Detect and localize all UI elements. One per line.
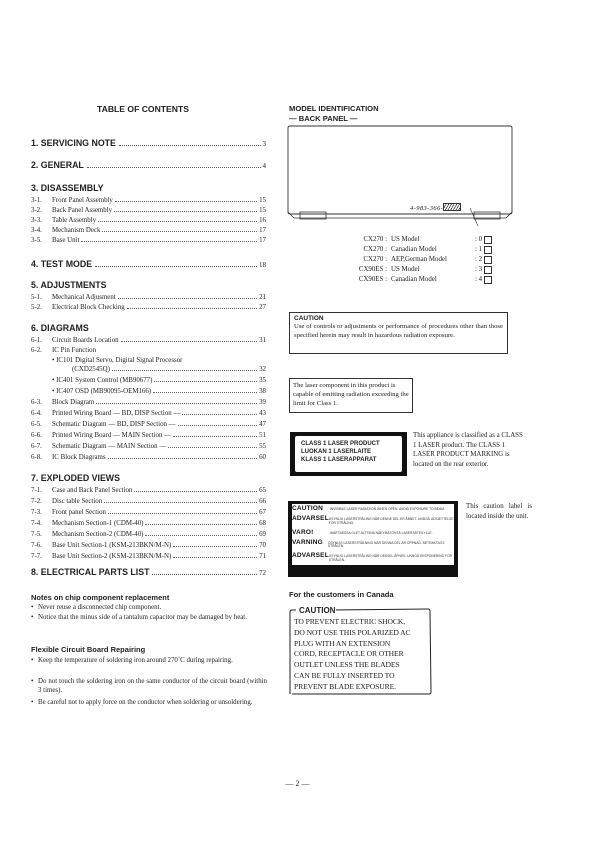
item-number: 5-2. [31, 304, 42, 311]
toc-item-7-6[interactable] [31, 541, 266, 550]
toc-item-6-8[interactable] [31, 453, 266, 462]
item-page: 55 [259, 443, 266, 450]
section-number: 2. [31, 160, 39, 170]
caution-label-en: CAUTION INVISIBLE LASER RADIATION WHEN OPEN. AVOID EXPOSURE TO BEAM. [292, 504, 454, 514]
section-number: 1. [31, 138, 39, 148]
item-page: 17 [259, 227, 266, 234]
flex-note-1: • Keep the temperature of soldering iron around 270˚C during repairing. [31, 657, 233, 664]
class1-laser-label [290, 432, 407, 476]
section-page: 18 [259, 261, 266, 269]
item-number: 7-5. [31, 531, 42, 538]
item-page: 69 [259, 531, 266, 538]
item-page: 60 [259, 454, 266, 461]
toc-item-7-3[interactable] [31, 508, 266, 517]
toc-section-6[interactable] [31, 323, 266, 333]
item-number: 3-2. [31, 207, 42, 214]
item-page: 17 [259, 237, 266, 244]
chip-notes-title: Notes on chip component replacement [31, 593, 170, 602]
item-number: 6-7. [31, 443, 42, 450]
class1-line-en: CLASS 1 LASER PRODUCT [301, 441, 380, 447]
section-title: SERVICING NOTE [40, 138, 116, 148]
section-page: 72 [259, 569, 266, 577]
part-number: 4-983-366- [410, 205, 444, 212]
section-number: 6. [31, 323, 39, 333]
toc-section-5[interactable] [31, 280, 266, 290]
item-page: 21 [259, 294, 266, 301]
back-panel-drawing [286, 124, 514, 230]
toc-item-6-1[interactable] [31, 336, 266, 345]
item-title: Circuit Boards Location [52, 337, 119, 344]
item-title: Base Unit Section-2 (KSM-213BKN/M-N) [52, 553, 172, 560]
item-title: Printed Wiring Board — BD, DISP Section — [52, 410, 181, 417]
item-number: 6-2. [31, 347, 42, 354]
item-number: 3-1. [31, 197, 42, 204]
toc-item-ic407[interactable] [52, 387, 266, 396]
item-number: 7-6. [31, 542, 42, 549]
toc-item-5-1[interactable] [31, 293, 266, 302]
toc-section-4[interactable] [31, 259, 266, 269]
canada-caution-box [288, 606, 436, 696]
section-number: 3. [31, 183, 39, 193]
item-title: IC Pin Function [52, 347, 97, 354]
toc-item-7-1[interactable] [31, 486, 266, 495]
model-row-0: CX270 : US Model : 0 [340, 236, 492, 244]
item-page: 47 [259, 421, 266, 428]
item-page: 15 [259, 207, 266, 214]
item-page: 16 [259, 217, 266, 224]
item-title: Mechanical Adjusment [52, 294, 116, 301]
item-title: Electrical Block Checking [52, 304, 125, 311]
item-page: 51 [259, 432, 266, 439]
item-title: Block Diagram [52, 399, 95, 406]
laser-component-box: The laser component in this product is capable of emitting radiation exceeding the limit for Class 1. [289, 378, 413, 413]
toc-item-6-6[interactable] [31, 431, 266, 440]
item-title: Front Panel Assembly [52, 197, 113, 204]
item-number: 7-2. [31, 498, 42, 505]
caution-label-da: ADVARSEL USYNLIG LASERSTRÅLING NÅR DENNE DEL ER ÅBNET. UNDGÅ UDSÆTTELSE FOR STRÅLING. [292, 514, 454, 528]
item-title: Schematic Diagram — MAIN Section — [52, 443, 167, 450]
item-page: 67 [259, 509, 266, 516]
caution-label-description: This caution label is located inside the unit. [466, 503, 532, 520]
toc-item-3-4[interactable] [31, 226, 266, 235]
item-title: Mechanism Section-2 (CDM-40) [52, 531, 144, 538]
item-number: 7-4. [31, 520, 42, 527]
caution-box [289, 312, 508, 354]
canada-caution-title: CAUTION [299, 606, 336, 615]
model-id-title [289, 104, 379, 123]
toc-section-7[interactable] [31, 473, 266, 483]
item-title: Case and Back Panel Section [52, 487, 133, 494]
toc-section-8[interactable] [31, 567, 266, 577]
model-id-title-line1: MODEL IDENTIFICATION [289, 104, 379, 113]
item-page: 65 [259, 487, 266, 494]
caution-label-no: ADVARSEL USYNLIG LASERSTRÅLING NÅR DEKSEL ÅPNES. UNNGÅ EKSPONERING FOR STRÅLEN. [292, 551, 454, 565]
toc-item-3-5[interactable] [31, 236, 266, 245]
part-number-label [410, 203, 461, 212]
toc-section-2[interactable] [31, 160, 266, 170]
item-page: 43 [259, 410, 266, 417]
item-number: 7-3. [31, 509, 42, 516]
model-row-2: CX270 : AEP,German Model : 2 [340, 256, 492, 264]
canada-line: DO NOT USE THIS POLARIZED AC [294, 627, 411, 637]
item-page: 15 [259, 197, 266, 204]
item-number: 6-4. [31, 410, 42, 417]
item-title: Back Panel Assembly [52, 207, 113, 214]
model-row-4: CX90ES : Canadian Model : 4 [340, 276, 492, 284]
caution-label-image [288, 501, 458, 577]
section-title: GENERAL [40, 160, 84, 170]
item-number: 6-3. [31, 399, 42, 406]
canada-line: CAN BE FULLY INSERTED TO [294, 670, 395, 680]
chip-note-1: • Never reuse a disconnected chip component. [31, 604, 162, 611]
item-title: Front panel Section [52, 509, 106, 516]
toc-item-7-7[interactable] [31, 552, 266, 561]
toc-item-6-7[interactable] [31, 442, 266, 451]
item-title: Mechanism Deck [52, 227, 101, 234]
toc-item-6-2[interactable] [31, 346, 266, 355]
section-title: ADJUSTMENTS [40, 280, 107, 290]
toc-item-7-5[interactable] [31, 530, 266, 539]
section-page: 4 [262, 162, 266, 170]
section-number: 5. [31, 280, 39, 290]
canada-line: CORD, RECEPTACLE OR OTHER [294, 649, 404, 659]
item-page: 35 [259, 377, 266, 384]
class1-line-sv: KLASS 1 LASERAPPARAT [301, 457, 377, 463]
checkbox-icon [484, 246, 492, 254]
item-page: 32 [259, 366, 266, 373]
caution-label-sv: VARNING OSYNLIG LASERSTRÅLNING NÄR DENNA DEL ÄR ÖPPNAD. BETRAKTA EJ STRÅLEN. [292, 538, 454, 552]
toc-item-7-2[interactable] [31, 497, 266, 506]
canada-line: PREVENT BLADE EXPOSURE. [294, 681, 396, 691]
toc-item-3-2[interactable] [31, 206, 266, 215]
chip-note-2: • Notice that the minus side of a tantalum capacitor may be damaged by heat. [31, 614, 247, 621]
item-number: 7-1. [31, 487, 42, 494]
toc-section-3[interactable] [31, 183, 266, 193]
toc-item-5-2[interactable] [31, 303, 266, 312]
item-number: 6-5. [31, 421, 42, 428]
checkbox-icon [484, 276, 492, 284]
section-title: TEST MODE [40, 259, 93, 269]
toc-item-6-5[interactable] [31, 420, 266, 429]
caution-label-fi: VARO! AVATTAESSA OLET ALTTIINA NÄKYMÄTÖNTÄ LASERSÄTEILYLLE. [292, 528, 454, 538]
class1-line-fi: LUOKAN 1 LASERLAITE [301, 449, 372, 455]
section-title: DIAGRAMS [40, 323, 89, 333]
canada-line: PLUG WITH AN EXTENSION [294, 638, 391, 648]
item-number: 3-3. [31, 217, 42, 224]
checkbox-icon [484, 236, 492, 244]
hatched-box-icon [443, 203, 461, 211]
item-page: 71 [259, 553, 266, 560]
flex-notes-title: Flexible Circuit Board Repairing [31, 645, 146, 654]
toc-item-6-4[interactable] [31, 409, 266, 418]
toc-item-7-4[interactable] [31, 519, 266, 528]
checkbox-icon [484, 266, 492, 274]
item-title: Printed Wiring Board — MAIN Section — [52, 432, 172, 439]
canada-heading: For the customers in Canada [289, 590, 394, 599]
item-page: 68 [259, 520, 266, 527]
item-page: 31 [259, 337, 266, 344]
caution-box-title: CAUTION [294, 315, 324, 322]
item-number: 7-7. [31, 553, 42, 560]
section-title: ELECTRICAL PARTS LIST [40, 567, 150, 577]
item-number: 6-1. [31, 337, 42, 344]
toc-title: TABLE OF CONTENTS [97, 104, 189, 114]
caution-box-text: Use of controls or adjustments or performance of procedures other than those specified herein may result in hazardous radiation exposure. [294, 323, 503, 339]
item-number: 3-5. [31, 237, 42, 244]
class1-description: This appliance is classified as a CLASS 1 LASER product. The CLASS 1 LASER PRODUCT MARKING is located on the rear exterior. [413, 432, 523, 468]
item-title: Disc table Section [52, 498, 103, 505]
toc-item-3-1[interactable] [31, 196, 266, 205]
canada-line: OUTLET UNLESS THE BLADES [294, 660, 400, 670]
section-number: 7. [31, 473, 39, 483]
item-title: • IC407 OSD (MB90095-OEM166) [52, 388, 152, 395]
item-title: Base Unit Section-1 (KSM-213BKN/M-N) [52, 542, 172, 549]
model-row-1: CX270 : Canadian Model : 1 [340, 246, 492, 254]
toc-item-3-3[interactable] [31, 216, 266, 225]
section-number: 4. [31, 259, 39, 269]
item-title: (CXD2545Q) [72, 366, 110, 373]
toc-item-ic401[interactable] [52, 376, 266, 385]
item-page: 39 [259, 399, 266, 406]
model-row-3: CX90ES : US Model : 3 [340, 266, 492, 274]
item-title: IC Block Diagrams [52, 454, 106, 461]
toc-item-ic101[interactable] [72, 365, 266, 374]
item-number: 6-6. [31, 432, 42, 439]
page-number: — 2 — [285, 779, 310, 788]
item-title: Mechanism Section-1 (CDM-40) [52, 520, 144, 527]
section-title: DISASSEMBLY [40, 183, 104, 193]
ic101-line1: • IC101 Digital Servo, Digital Signal Processor [52, 357, 183, 364]
item-title: Table Assembly [52, 217, 97, 224]
item-page: 27 [259, 304, 266, 311]
checkbox-icon [484, 256, 492, 264]
section-number: 8. [31, 567, 39, 577]
section-title: EXPLODED VIEWS [40, 473, 120, 483]
item-number: 5-1. [31, 294, 42, 301]
item-number: 6-8. [31, 454, 42, 461]
item-page: 38 [259, 388, 266, 395]
canada-line: TO PREVENT ELECTRIC SHOCK, [294, 617, 406, 626]
section-page: 3 [262, 140, 266, 148]
toc-section-1[interactable] [31, 138, 266, 148]
item-page: 66 [259, 498, 266, 505]
flex-note-2: • Do not touch the soldering iron on the same conductor of the circuit board (within 3 times). [31, 678, 267, 694]
item-title: • IC401 System Control (MB90677) [52, 377, 153, 384]
model-id-title-line2: — BACK PANEL — [289, 113, 358, 123]
canada-caution-text [294, 617, 411, 693]
item-title: Schematic Diagram — BD, DISP Section — [52, 421, 176, 428]
item-title: Base Unit [52, 237, 80, 244]
item-page: 70 [259, 542, 266, 549]
item-number: 3-4. [31, 227, 42, 234]
toc-item-6-3[interactable] [31, 398, 266, 407]
flex-note-3: • Be careful not to apply force on the conductor when soldering or unsoldering. [31, 699, 253, 706]
